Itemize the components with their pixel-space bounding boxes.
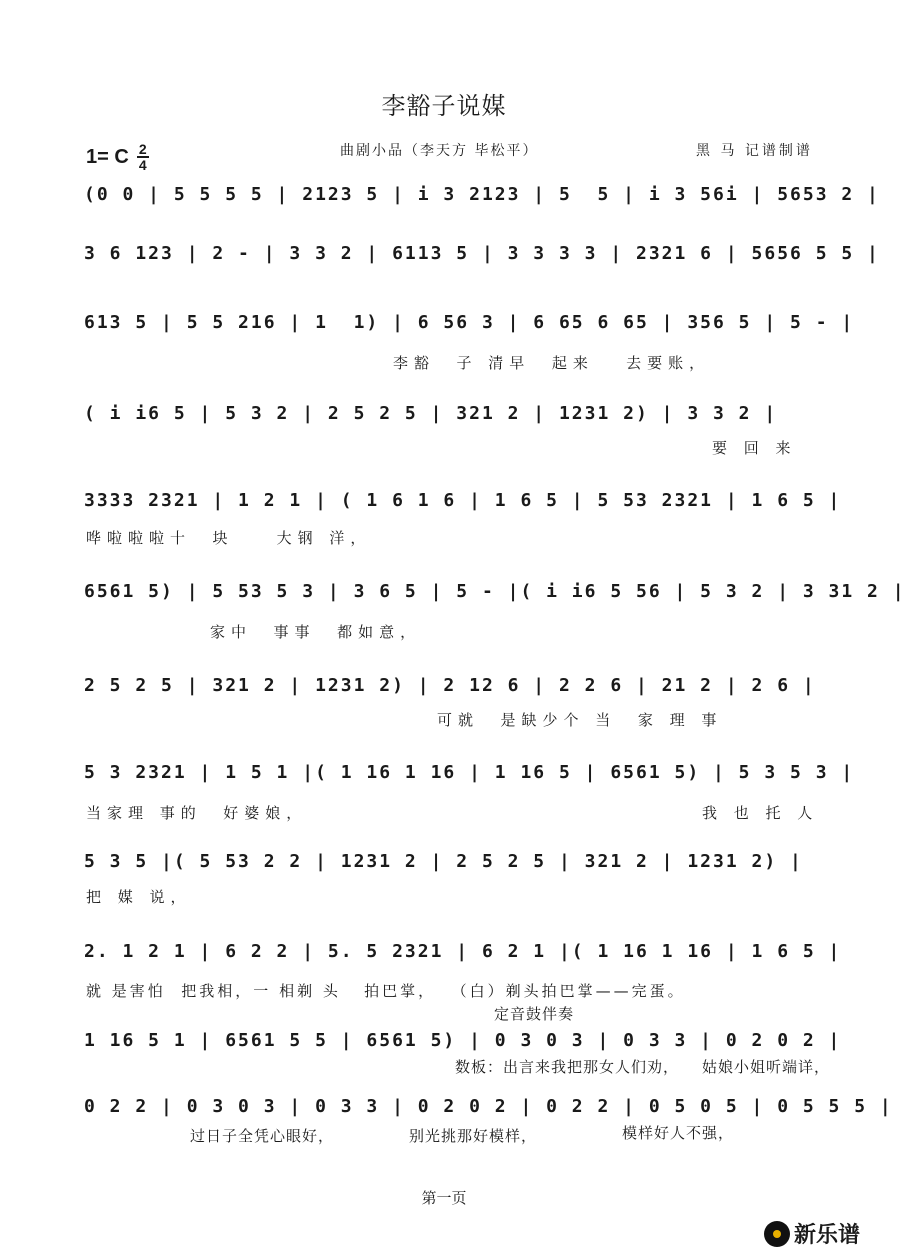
score-line-9: 5 3 5 |( 5 53 2 2 | 1231 2 | 2 5 2 5 | 321 2 | 1231 2) | — [84, 851, 803, 872]
subtitle: 曲剧小品（李天方 毕松平） — [340, 143, 539, 159]
score-line-2: 3 6 123 | 2 - | 3 3 2 | 6113 5 | 3 3 3 3 | 2321 6 | 5656 5 5 | — [84, 243, 880, 264]
score-line-12: 0 2 2 | 0 3 0 3 | 0 3 3 | 0 2 0 2 | 0 2 2 | 0 5 0 5 | 0 5 5 5 | — [84, 1096, 893, 1117]
lyric-line-8a: 当家理 事的 好婆娘， — [86, 804, 308, 822]
lyric-line-8b: 我 也 托 人 — [702, 804, 819, 822]
score-line-5: 3333 2321 | 1 2 1 | ( 1 6 1 6 | 1 6 5 | 5 53 2321 | 1 6 5 | — [84, 490, 842, 511]
score-line-11: 1 16 5 1 | 6561 5 5 | 6561 5) | 0 3 0 3 | 0 3 3 | 0 2 0 2 | — [84, 1030, 842, 1051]
song-title: 李豁子说媒 — [381, 92, 507, 120]
score-line-8: 5 3 2321 | 1 5 1 |( 1 16 1 16 | 1 16 5 | 6561 5) | 5 3 5 3 | — [84, 762, 855, 783]
note-shuban-1: 数板：出言来我把那女人们劝， — [455, 1058, 680, 1076]
lyric-line-7: 可就 是缺少个 当 家 理 事 — [437, 711, 723, 729]
time-bottom: 4 — [138, 157, 147, 173]
lyric-line-3: 李豁 子 清早 起来 去要账， — [393, 354, 711, 372]
lyric-line-6: 家中 事事 都如意， — [210, 623, 422, 641]
score-line-7: 2 5 2 5 | 321 2 | 1231 2) | 2 12 6 | 2 2 6 | 21 2 | 2 6 | — [84, 675, 816, 696]
key-label: 1= C — [86, 145, 129, 168]
transcriber: 黑 马 记谱制谱 — [696, 143, 813, 159]
note-shuban-2: 姑娘小姐听端详， — [702, 1058, 831, 1076]
lyric-line-4: 要 回 来 — [712, 439, 797, 457]
lyric-line-10: 就 是害怕 把我相，一 相剃 头 拍巴掌， （白）剃头拍巴掌——完蛋。 — [86, 982, 686, 1000]
time-top: 2 — [138, 141, 147, 157]
time-signature — [137, 142, 149, 172]
page-number: 第一页 — [421, 1189, 467, 1207]
score-line-3: 613 5 | 5 5 216 | 1 1) | 6 56 3 | 6 65 6 65 | 356 5 | 5 - | — [84, 312, 855, 333]
note-shuban-3: 过日子全凭心眼好， — [190, 1127, 335, 1145]
record-icon — [764, 1221, 790, 1247]
brand-logo — [764, 1218, 860, 1249]
score-line-4: ( i i6 5 | 5 3 2 | 2 5 2 5 | 321 2 | 1231 2) | 3 3 2 | — [84, 403, 778, 424]
lyric-line-9: 把 媒 说， — [86, 888, 192, 906]
score-line-6: 6561 5) | 5 53 5 3 | 3 6 5 | 5 - |( i i6 5 56 | 5 3 2 | 3 31 2 | — [84, 581, 906, 602]
score-line-1: (0 0 | 5 5 5 5 | 2123 5 | i 3 2123 | 5 5 | i 3 56i | 5653 2 | — [84, 184, 880, 205]
note-shuban-4: 别光挑那好模样， — [409, 1127, 538, 1145]
lyric-line-5: 哗啦啦啦十 块 大钢 洋， — [86, 529, 372, 547]
score-line-10: 2. 1 2 1 | 6 2 2 | 5. 5 2321 | 6 2 1 |( 1 16 1 16 | 1 6 5 | — [84, 941, 842, 962]
brand-name: 新乐谱 — [794, 1223, 861, 1248]
key-signature — [86, 142, 149, 172]
note-shuban-5: 模样好人不强， — [622, 1124, 735, 1142]
note-timpani: 定音鼓伴奏 — [494, 1005, 575, 1023]
